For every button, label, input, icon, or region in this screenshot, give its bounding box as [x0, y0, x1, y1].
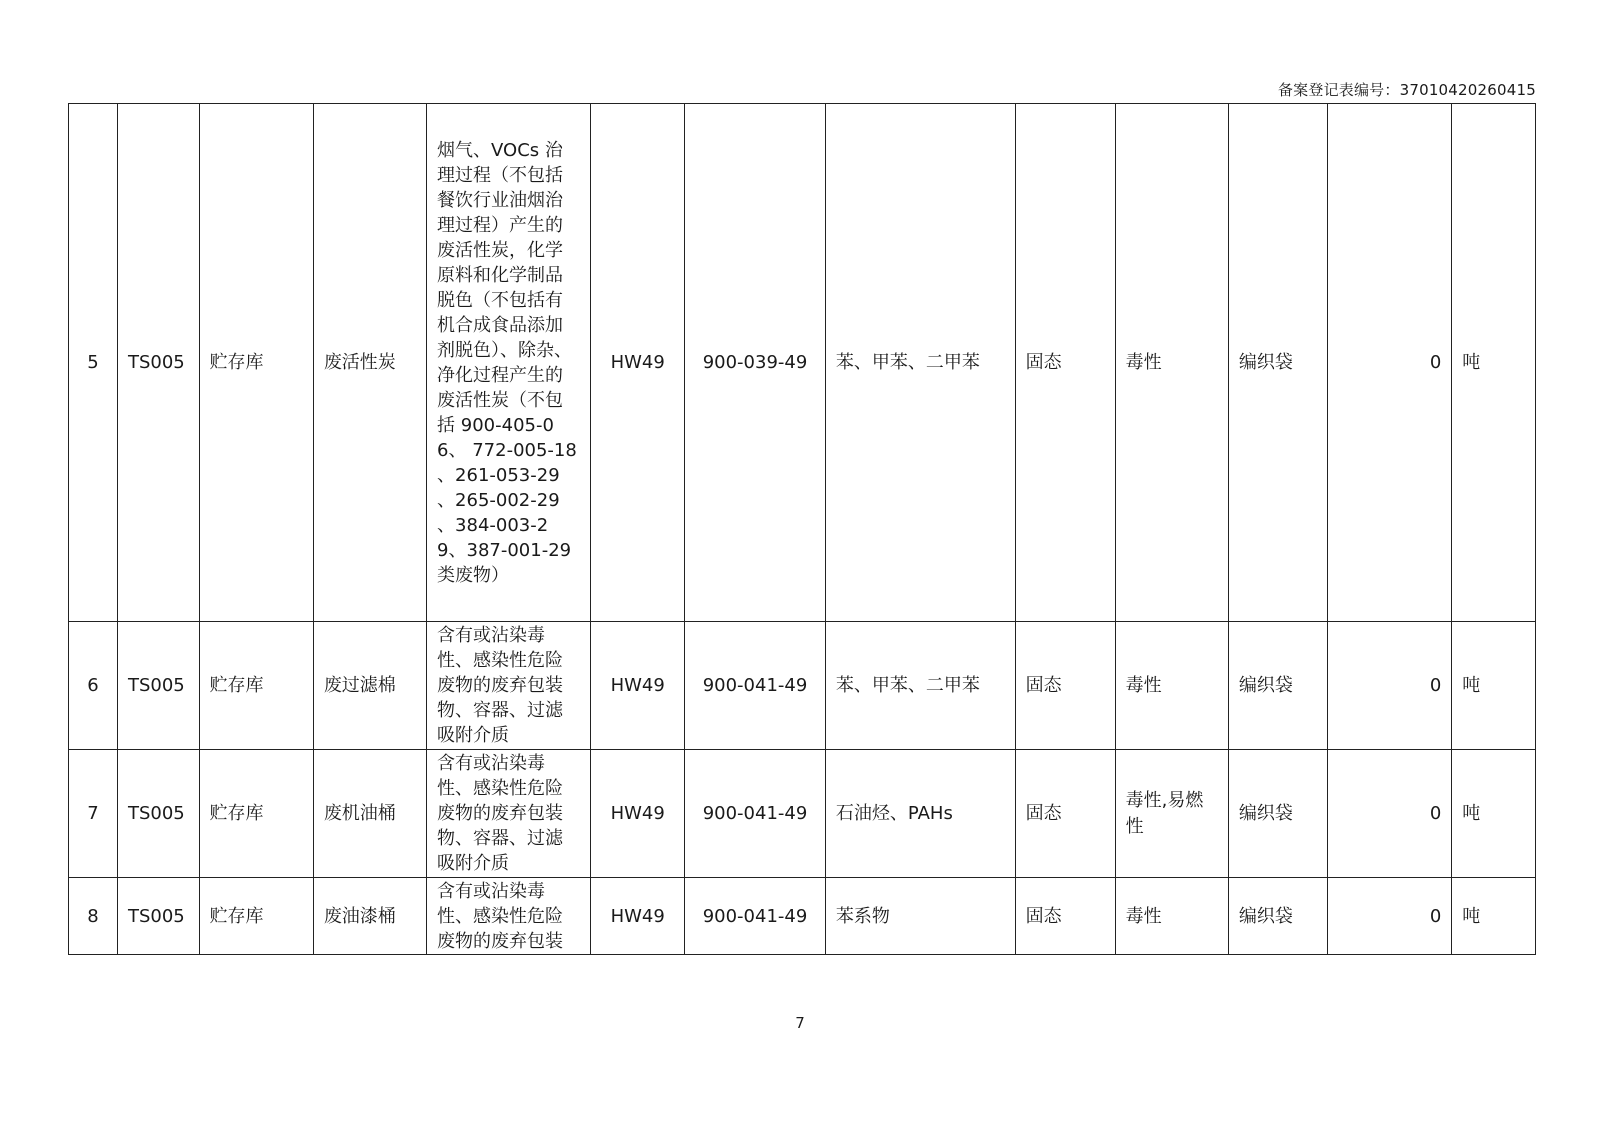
waste-source-text: 含有或沾染毒性、感染性危险废物的废弃包装物、容器、过滤吸附介质	[437, 753, 564, 874]
facility-type: 贮存库	[199, 622, 313, 750]
amount: 0	[1327, 750, 1451, 878]
unit: 吨	[1452, 104, 1536, 622]
waste-source	[427, 750, 591, 878]
amount: 0	[1327, 104, 1451, 622]
waste-name: 废过滤棉	[313, 622, 426, 750]
hazardous-waste-table	[68, 103, 1536, 955]
waste-code: 900-041-49	[685, 622, 826, 750]
facility-type: 贮存库	[199, 104, 313, 622]
hazard-characteristic: 毒性	[1115, 104, 1228, 622]
waste-code: 900-041-49	[685, 878, 826, 955]
facility-type: 贮存库	[199, 750, 313, 878]
waste-source	[427, 622, 591, 750]
facility-type: 贮存库	[199, 878, 313, 955]
waste-source	[427, 104, 591, 622]
hazard-components: 苯、甲苯、二甲苯	[825, 622, 1015, 750]
facility-code: TS005	[117, 750, 199, 878]
waste-code: 900-039-49	[685, 104, 826, 622]
hazard-characteristic: 毒性,易燃性	[1115, 750, 1228, 878]
table-row	[69, 622, 1536, 750]
waste-code: 900-041-49	[685, 750, 826, 878]
unit: 吨	[1452, 622, 1536, 750]
packaging: 编织袋	[1228, 104, 1327, 622]
waste-category: HW49	[591, 622, 685, 750]
registration-form-number: 备案登记表编号：37010420260415	[1277, 81, 1536, 99]
waste-source-text: 烟气、VOCs 治理过程（不包括餐饮行业油烟治理过程）产生的废活性炭，化学原料和化学制品脱色（不包括有机合成食品添加剂脱色）、除杂、净化过程产生的废活性炭（不包括 900-405-06、 772-005-18 、261-053-29 、265-002-29 、384-003-29、387-001-29 类废物）	[437, 139, 577, 586]
waste-category: HW49	[591, 878, 685, 955]
waste-name: 废活性炭	[313, 104, 426, 622]
table-row	[69, 104, 1536, 622]
facility-code: TS005	[117, 104, 199, 622]
waste-source-text: 含有或沾染毒性、感染性危险废物的废弃包装	[437, 880, 564, 952]
physical-form: 固态	[1015, 750, 1115, 878]
waste-source-text: 含有或沾染毒性、感染性危险废物的废弃包装物、容器、过滤吸附介质	[437, 625, 564, 746]
row-number: 5	[69, 104, 118, 622]
table-row	[69, 878, 1536, 955]
hazard-components: 石油烃、PAHs	[825, 750, 1015, 878]
packaging: 编织袋	[1228, 750, 1327, 878]
waste-category: HW49	[591, 104, 685, 622]
hazard-components: 苯系物	[825, 878, 1015, 955]
hazard-characteristic: 毒性	[1115, 878, 1228, 955]
packaging: 编织袋	[1228, 622, 1327, 750]
hazard-components: 苯、甲苯、二甲苯	[825, 104, 1015, 622]
physical-form: 固态	[1015, 878, 1115, 955]
page-number: 7	[795, 1014, 805, 1032]
waste-name: 废油漆桶	[313, 878, 426, 955]
waste-category: HW49	[591, 750, 685, 878]
unit: 吨	[1452, 878, 1536, 955]
unit: 吨	[1452, 750, 1536, 878]
amount: 0	[1327, 878, 1451, 955]
facility-code: TS005	[117, 622, 199, 750]
row-number: 6	[69, 622, 118, 750]
waste-source	[427, 878, 591, 955]
physical-form: 固态	[1015, 622, 1115, 750]
row-number: 7	[69, 750, 118, 878]
amount: 0	[1327, 622, 1451, 750]
packaging: 编织袋	[1228, 878, 1327, 955]
table-row	[69, 750, 1536, 878]
hazard-characteristic: 毒性	[1115, 622, 1228, 750]
facility-code: TS005	[117, 878, 199, 955]
waste-name: 废机油桶	[313, 750, 426, 878]
physical-form: 固态	[1015, 104, 1115, 622]
row-number: 8	[69, 878, 118, 955]
